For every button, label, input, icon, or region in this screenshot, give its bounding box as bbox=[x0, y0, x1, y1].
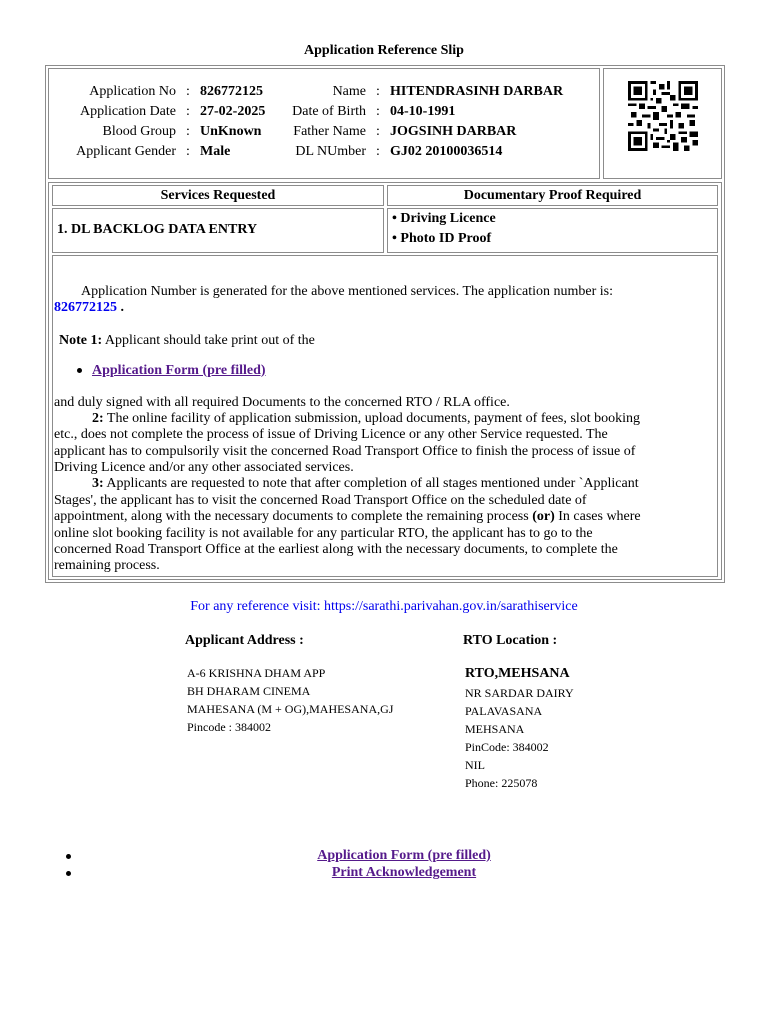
address-block bbox=[187, 664, 393, 736]
service-item: 1. DL BACKLOG DATA ENTRY bbox=[57, 222, 258, 237]
father-value: JOGSINH DARBAR bbox=[390, 124, 517, 139]
app-number: 826772125 bbox=[54, 300, 117, 315]
services-header bbox=[52, 185, 384, 206]
proof-item: • Photo ID Proof bbox=[392, 231, 492, 246]
reference-link[interactable]: For any reference visit: https://sarathi.parivahan.gov.in/sarathiservice bbox=[190, 599, 578, 614]
rto-line: MEHSANA bbox=[465, 722, 525, 736]
app-date-label: Application Date bbox=[79, 104, 176, 119]
app-form-link[interactable]: Application Form (pre filled) bbox=[92, 363, 266, 378]
note1-label: Note 1: bbox=[59, 333, 103, 348]
colon: : bbox=[186, 84, 190, 99]
colon: : bbox=[186, 144, 190, 159]
note3-line1 bbox=[54, 476, 639, 492]
rto-line: NR SARDAR DAIRY bbox=[465, 686, 574, 700]
dob-value: 04-10-1991 bbox=[390, 104, 456, 119]
dl-label: DL NUmber bbox=[295, 144, 366, 159]
note2-text-3: applicant has to compulsorily visit the concerned Road Transport Office to finish the process of issue of bbox=[54, 444, 636, 459]
address-line: BH DHARAM CINEMA bbox=[187, 684, 311, 698]
rto-name: RTO,MEHSANA bbox=[465, 666, 570, 681]
note1-text: Applicant should take print out of the bbox=[102, 333, 315, 348]
note3-text-3a: appointment, along with the necessary documents to complete the remaining process bbox=[54, 509, 533, 524]
note2-label: 2: bbox=[92, 411, 104, 426]
app-form-list-item bbox=[77, 363, 266, 379]
gender-label: Applicant Gender bbox=[76, 144, 176, 159]
note3-text-4: online slot booking facility is not available for any particular RTO, the applicant has to go to the bbox=[54, 526, 593, 541]
app-number-line bbox=[54, 300, 124, 316]
note3-label: 3: bbox=[92, 476, 104, 491]
app-date-value: 27-02-2025 bbox=[200, 104, 266, 119]
address-line: A-6 KRISHNA DHAM APP bbox=[187, 666, 326, 680]
note2-text-1: The online facility of application submission, upload documents, payment of fees, slot booking bbox=[103, 411, 640, 426]
rto-block bbox=[465, 684, 574, 792]
dl-value: GJ02 20100036514 bbox=[390, 144, 503, 159]
colon: : bbox=[376, 124, 380, 139]
note3-text-3b: In cases where bbox=[554, 509, 641, 524]
print-acknowledgement-link[interactable]: Print Acknowledgement bbox=[331, 865, 477, 880]
page-title: Application Reference Slip bbox=[304, 43, 464, 58]
bullet-icon bbox=[77, 368, 82, 373]
rto-nil: NIL bbox=[465, 758, 485, 772]
colon: : bbox=[186, 124, 190, 139]
address-line: MAHESANA (M + OG),MAHESANA,GJ bbox=[187, 702, 394, 716]
proof-cell bbox=[387, 208, 718, 253]
intro-text: Application Number is generated for the above mentioned services. The application number is: bbox=[81, 284, 613, 299]
colon: : bbox=[376, 84, 380, 99]
note3-line3 bbox=[54, 509, 641, 525]
bottom-link-row bbox=[0, 848, 768, 864]
app-no-value: 826772125 bbox=[200, 84, 263, 99]
name-label: Name bbox=[332, 84, 366, 99]
qr-box bbox=[603, 68, 722, 179]
service-cell bbox=[52, 208, 384, 253]
colon: : bbox=[376, 144, 380, 159]
proof-header-label: Documentary Proof Required bbox=[463, 188, 642, 203]
services-header-label: Services Requested bbox=[160, 188, 276, 203]
gender-value: Male bbox=[200, 144, 231, 159]
rto-phone: Phone: 225078 bbox=[465, 776, 538, 790]
address-heading: Applicant Address : bbox=[185, 633, 304, 648]
note1 bbox=[59, 333, 315, 349]
blood-group-label: Blood Group bbox=[102, 124, 176, 139]
blood-group-value: UnKnown bbox=[200, 124, 262, 139]
bottom-app-form-link[interactable]: Application Form (pre filled) bbox=[317, 848, 491, 863]
note2-line1 bbox=[54, 411, 640, 427]
bottom-link-row bbox=[0, 865, 768, 881]
note3-text-1: Applicants are requested to note that after completion of all stages mentioned under `Applicant bbox=[103, 476, 639, 491]
app-number-suffix: . bbox=[117, 300, 124, 315]
dob-label: Date of Birth bbox=[292, 104, 366, 119]
note3-text-5: concerned Road Transport Office at the earliest along with the necessary documents, to complete the bbox=[54, 542, 618, 557]
rto-pincode: PinCode: 384002 bbox=[465, 740, 549, 754]
app-no-label: Application No bbox=[89, 84, 176, 99]
qr-code-icon bbox=[627, 81, 699, 151]
note3-text-6: remaining process. bbox=[54, 558, 160, 573]
father-label: Father Name bbox=[293, 124, 366, 139]
proof-header bbox=[387, 185, 718, 206]
rto-line: PALAVASANA bbox=[465, 704, 543, 718]
proof-item: • Driving Licence bbox=[392, 211, 496, 226]
note2-text-4: Driving Licence and/or any other associated services. bbox=[54, 460, 354, 475]
note3-text-2: Stages', the applicant has to visit the concerned Road Transport Office on the scheduled date of bbox=[54, 493, 587, 508]
colon: : bbox=[376, 104, 380, 119]
note3-or: (or) bbox=[532, 509, 555, 524]
signed-text: and duly signed with all required Documents to the concerned RTO / RLA office. bbox=[54, 395, 510, 410]
address-pincode: Pincode : 384002 bbox=[187, 720, 271, 734]
note2-text-2: etc., does not complete the process of issue of Driving Licence or any other Service requested. The bbox=[54, 427, 608, 442]
colon: : bbox=[186, 104, 190, 119]
rto-heading: RTO Location : bbox=[463, 633, 558, 648]
name-value: HITENDRASINH DARBAR bbox=[390, 84, 564, 99]
